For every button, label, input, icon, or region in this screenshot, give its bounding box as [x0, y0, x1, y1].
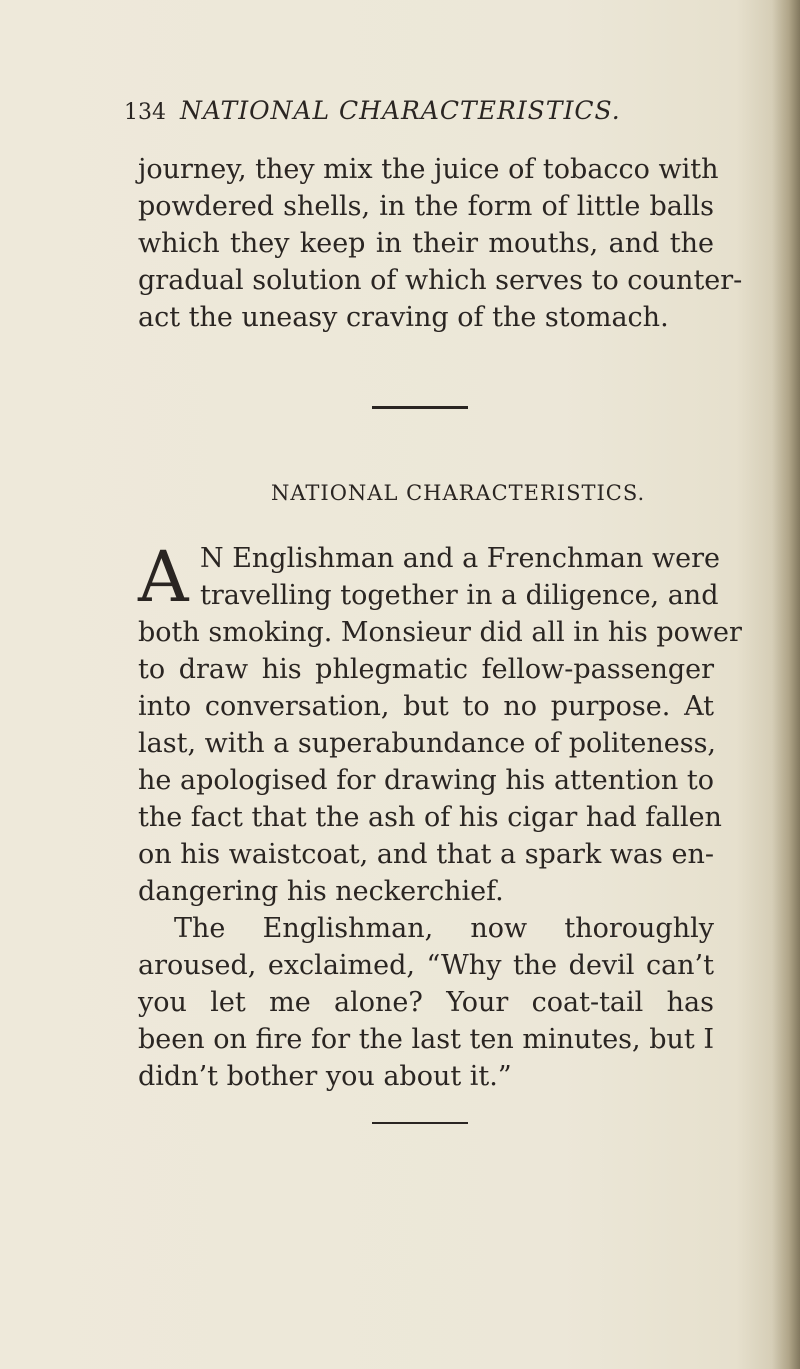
text-line: N Englishman and a Frenchman were [200, 543, 720, 574]
running-title: NATIONAL CHARACTERISTICS. [179, 96, 621, 125]
text-line: you let me alone? Your coat-tail has [138, 987, 714, 1018]
text-line: powdered shells, in the form of little balls [138, 191, 714, 222]
text-line: aroused, exclaimed, “Why the devil can’t [138, 950, 714, 981]
article-paragraph-1 [138, 614, 742, 910]
text-line: into conversation, but to no purpose. At [138, 691, 714, 722]
text-line: he apologised for drawing his attention to [138, 765, 714, 796]
text-line: journey, they mix the juice of tobacco with [138, 154, 719, 185]
text-line: dangering his neckerchief. [138, 876, 504, 907]
text-line: been on fire for the last ten minutes, but I [138, 1024, 714, 1055]
section-divider [372, 406, 468, 409]
running-head [124, 96, 621, 125]
text-line: both smoking. Monsieur did all in his power [138, 617, 742, 648]
page-number: 134 [124, 100, 166, 125]
text-line: the fact that the ash of his cigar had fallen [138, 802, 722, 833]
opening-lines [138, 536, 720, 618]
text-line: on his waistcoat, and that a spark was en- [138, 839, 714, 870]
previous-article-ending [138, 151, 743, 336]
text-line: to draw his phlegmatic fellow-passenger [138, 654, 714, 685]
text-line: act the uneasy craving of the stomach. [138, 302, 669, 333]
page-edge-shadow [772, 0, 800, 1369]
article-heading: NATIONAL CHARACTERISTICS. [271, 481, 646, 505]
text-line: which they keep in their mouths, and the [138, 228, 714, 259]
text-line: travelling together in a diligence, and [200, 580, 719, 611]
text-line: didn’t bother you about it.” [138, 1061, 512, 1092]
text-line: The Englishman, now thoroughly [174, 913, 714, 944]
drop-cap: A [138, 536, 189, 618]
text-line: last, with a superabundance of politeness, [138, 728, 717, 759]
section-divider [372, 1122, 468, 1124]
article-paragraph-2 [138, 910, 714, 1095]
text-line: gradual solution of which serves to counter- [138, 265, 743, 296]
drop-cap-lines [200, 540, 720, 614]
